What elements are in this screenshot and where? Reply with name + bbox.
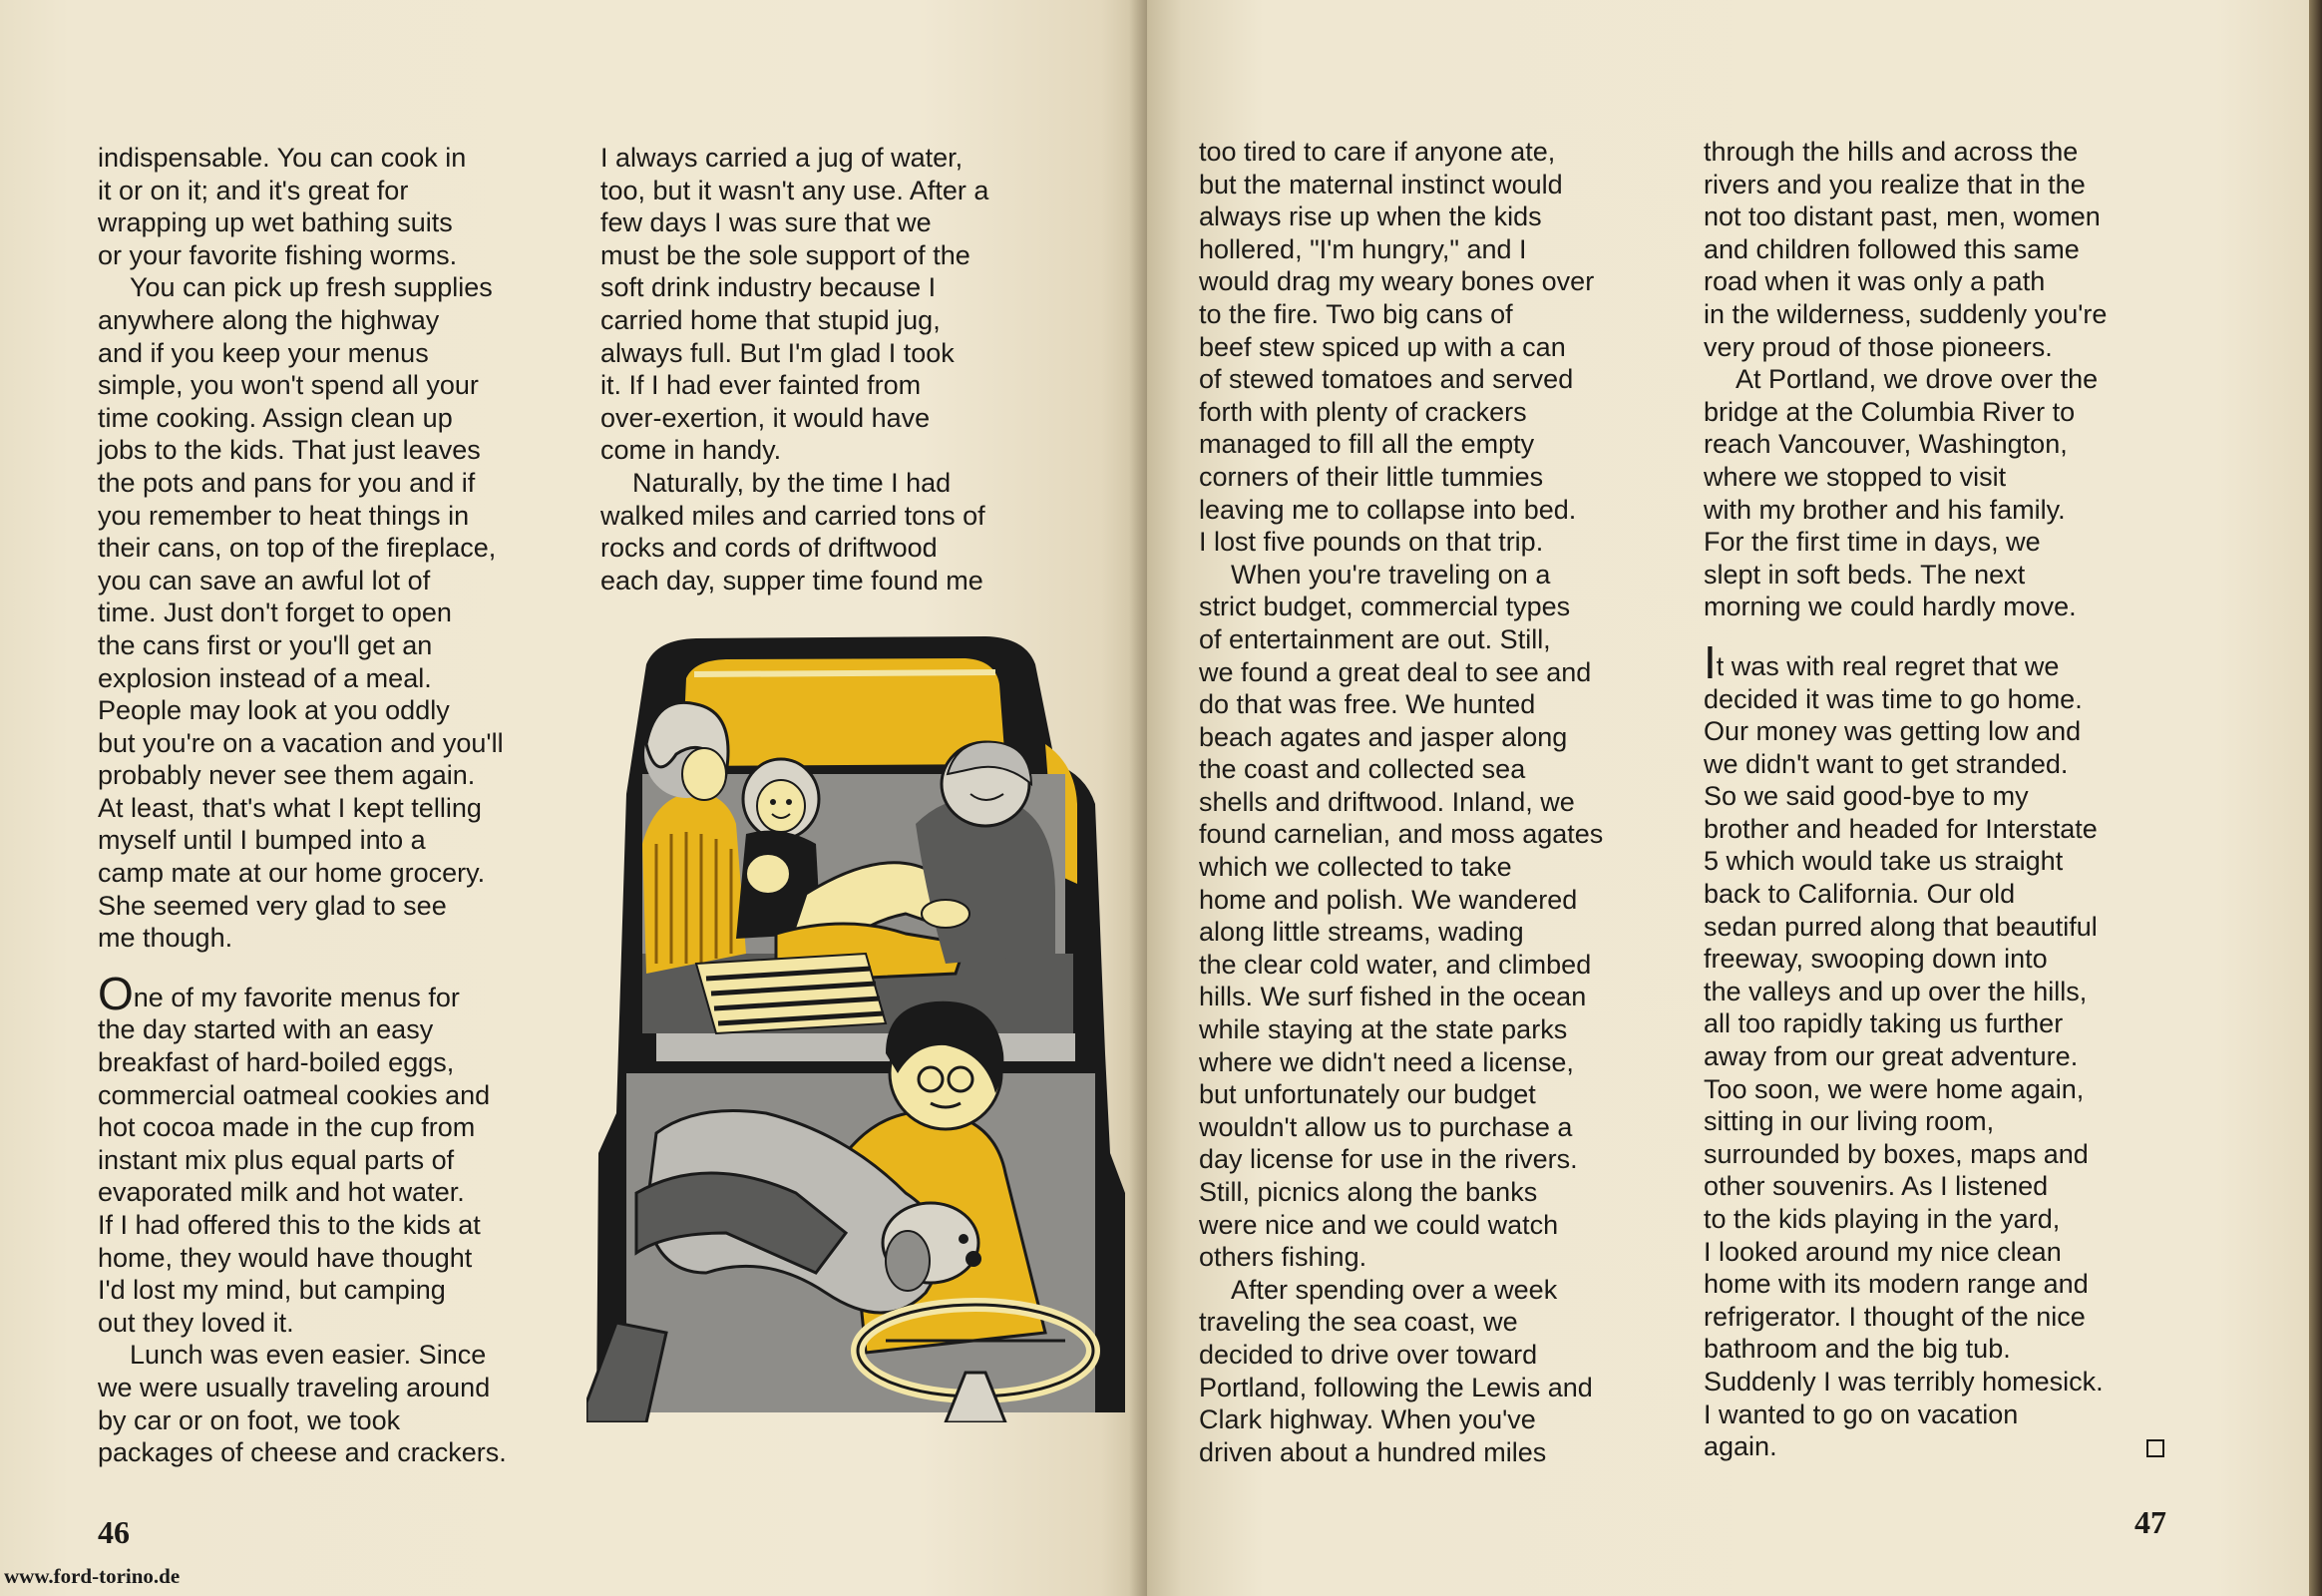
text-line: the cans first or you'll get an <box>98 629 433 660</box>
text-line: the coast and collected sea <box>1199 754 1526 785</box>
page-number-right: 47 <box>2134 1504 2166 1540</box>
text-line: of entertainment are out. Still, <box>1199 623 1551 654</box>
text-line: must be the sole support of the <box>600 239 970 270</box>
text-line: Too soon, we were home again, <box>1704 1073 2085 1104</box>
text-line: myself until I bumped into a <box>98 825 426 856</box>
paragraph <box>1199 136 1603 559</box>
text-span: ne of my favorite menus for <box>133 982 460 1012</box>
text-line <box>1704 635 2107 688</box>
text-line: found carnelian, and moss agates <box>1199 819 1604 850</box>
text-line: indispensable. You can cook in <box>98 143 467 173</box>
text-line: rivers and you realize that in the <box>1704 169 2086 200</box>
text-line: decided it was time to go home. <box>1704 683 2083 714</box>
text-line: At Portland, we drove over the <box>1736 364 2099 395</box>
text-line: too tired to care if anyone ate, <box>1199 137 1556 167</box>
text-line: hot cocoa made in the cup from <box>98 1112 476 1143</box>
text-line: explosion instead of a meal. <box>98 662 432 693</box>
text-line: day license for use in the rivers. <box>1199 1144 1578 1175</box>
text-line: while staying at the state parks <box>1199 1014 1568 1045</box>
text-line: managed to fill all the empty <box>1199 429 1535 460</box>
text-line: 5 which would take us straight <box>1704 846 2064 877</box>
text-line: Our money was getting low and <box>1704 716 2082 747</box>
drop-cap: I <box>1704 635 1717 688</box>
text-line: not too distant past, men, women <box>1704 201 2101 232</box>
text-line: I lost five pounds on that trip. <box>1199 527 1544 558</box>
paragraph <box>98 967 507 1340</box>
page-number-left: 46 <box>98 1514 130 1550</box>
paragraph <box>1704 635 2107 1463</box>
text-line: all too rapidly taking us further <box>1704 1008 2064 1039</box>
text-line: anywhere along the highway <box>98 304 440 335</box>
text-line: hollered, "I'm hungry," and I <box>1199 233 1527 264</box>
text-line: by car or on foot, we took <box>98 1404 401 1435</box>
text-line: their cans, on top of the fireplace, <box>98 533 497 564</box>
left-column-1 <box>98 142 507 1469</box>
text-line: hills. We surf fished in the ocean <box>1199 982 1587 1012</box>
paragraph <box>1199 559 1603 1274</box>
text-line: corners of their little tummies <box>1199 461 1544 492</box>
text-line: you remember to heat things in <box>98 500 470 531</box>
text-line: I looked around my nice clean <box>1704 1236 2062 1267</box>
text-line: again. <box>1704 1431 1777 1462</box>
drop-cap: O <box>98 967 134 1019</box>
text-line: wrapping up wet bathing suits <box>98 207 453 238</box>
text-line: to the fire. Two big cans of <box>1199 298 1513 329</box>
left-page <box>0 0 1147 1596</box>
text-line: time cooking. Assign clean up <box>98 402 453 433</box>
text-line: freeway, swooping down into <box>1704 944 2048 975</box>
text-line: evaporated milk and hot water. <box>98 1177 465 1208</box>
text-line: People may look at you oddly <box>98 695 450 726</box>
text-line: out they loved it. <box>98 1307 294 1338</box>
paragraph <box>600 467 988 597</box>
text-line: Naturally, by the time I had <box>632 467 952 498</box>
text-line: few days I was sure that we <box>600 207 932 238</box>
text-line: but you're on a vacation and you'll <box>98 727 504 758</box>
text-line: Suddenly I was terribly homesick. <box>1704 1366 2104 1396</box>
text-line: carried home that stupid jug, <box>600 304 941 335</box>
text-line: morning we could hardly move. <box>1704 592 2077 622</box>
text-line: Lunch was even easier. Since <box>130 1340 487 1371</box>
text-line: the pots and pans for you and if <box>98 467 476 498</box>
paragraph <box>1704 136 2107 363</box>
text-line: packages of cheese and crackers. <box>98 1437 507 1468</box>
text-line: others fishing. <box>1199 1242 1367 1273</box>
text-line: breakfast of hard-boiled eggs, <box>98 1047 455 1078</box>
text-line: Portland, following the Lewis and <box>1199 1372 1593 1402</box>
text-line: with my brother and his family. <box>1704 494 2066 525</box>
book-edge <box>2309 0 2322 1596</box>
text-line: very proud of those pioneers. <box>1704 331 2053 362</box>
text-line: to the kids playing in the yard, <box>1704 1204 2061 1234</box>
watermark-url: www.ford-torino.de <box>4 1564 181 1588</box>
text-line: and if you keep your menus <box>98 337 429 368</box>
text-line: it. If I had ever fainted from <box>600 370 922 401</box>
text-line: where we didn't need a license, <box>1199 1046 1574 1077</box>
text-line: soft drink industry because I <box>600 272 937 303</box>
text-line: slept in soft beds. The next <box>1704 559 2026 590</box>
text-line: walked miles and carried tons of <box>600 500 985 531</box>
text-line: it or on it; and it's great for <box>98 175 409 205</box>
text-line: where we stopped to visit <box>1704 461 2007 492</box>
text-line: bridge at the Columbia River to <box>1704 396 2076 427</box>
text-line: rocks and cords of driftwood <box>600 533 938 564</box>
text-line: of stewed tomatoes and served <box>1199 364 1574 395</box>
text-line: the day started with an easy <box>98 1014 434 1045</box>
text-line: You can pick up fresh supplies <box>130 272 493 303</box>
text-line: through the hills and across the <box>1704 137 2079 167</box>
paragraph <box>98 1339 507 1468</box>
text-line: you can save an awful lot of <box>98 565 431 596</box>
text-line: each day, supper time found me <box>600 565 983 596</box>
paragraph <box>600 142 988 467</box>
text-line: wouldn't allow us to purchase a <box>1199 1111 1573 1142</box>
end-of-article-mark <box>2146 1439 2164 1457</box>
text-line: I always carried a jug of water, <box>600 143 964 173</box>
text-line: leaving me to collapse into bed. <box>1199 494 1577 525</box>
text-line: we didn't want to get stranded. <box>1704 748 2069 779</box>
right-column-2 <box>1704 136 2107 1463</box>
text-line: For the first time in days, we <box>1704 527 2041 558</box>
text-line: home with its modern range and <box>1704 1269 2089 1300</box>
text-line: would drag my weary bones over <box>1199 266 1595 297</box>
text-line: I wanted to go on vacation <box>1704 1398 2019 1429</box>
text-line: back to California. Our old <box>1704 879 2016 910</box>
text-line: we were usually traveling around <box>98 1372 491 1402</box>
text-line: After spending over a week <box>1231 1274 1558 1305</box>
text-line: but unfortunately our budget <box>1199 1079 1536 1110</box>
text-line: simple, you won't spend all your <box>98 370 479 401</box>
text-line: strict budget, commercial types <box>1199 592 1571 622</box>
text-line: bathroom and the big tub. <box>1704 1334 2011 1365</box>
text-line: other souvenirs. As I listened <box>1704 1171 2049 1202</box>
text-line: She seemed very glad to see <box>98 890 447 921</box>
text-line: So we said good-bye to my <box>1704 781 2029 812</box>
text-line: home and polish. We wandered <box>1199 884 1578 915</box>
text-line: instant mix plus equal parts of <box>98 1144 455 1175</box>
text-line: and children followed this same <box>1704 233 2080 264</box>
text-line: When you're traveling on a <box>1231 559 1551 590</box>
text-line <box>98 967 507 1019</box>
paragraph <box>1704 363 2107 623</box>
text-line: brother and headed for Interstate <box>1704 813 2098 844</box>
text-line: or your favorite fishing worms. <box>98 239 458 270</box>
text-line: Clark highway. When you've <box>1199 1404 1536 1435</box>
right-column-1 <box>1199 136 1603 1468</box>
text-span: t was with real regret that we <box>1716 650 2060 681</box>
text-line: away from our great adventure. <box>1704 1041 2079 1072</box>
text-line: do that was free. We hunted <box>1199 689 1536 720</box>
text-line: road when it was only a path <box>1704 266 2046 297</box>
text-line: the clear cold water, and climbed <box>1199 949 1592 980</box>
text-line: reach Vancouver, Washington, <box>1704 429 2068 460</box>
text-line: camp mate at our home grocery. <box>98 858 486 889</box>
text-line: in the wilderness, suddenly you're <box>1704 298 2108 329</box>
paragraph <box>1199 1274 1603 1469</box>
text-line: refrigerator. I thought of the nice <box>1704 1301 2086 1332</box>
text-line: which we collected to take <box>1199 852 1512 883</box>
text-line: time. Just don't forget to open <box>98 598 452 628</box>
text-line: shells and driftwood. Inland, we <box>1199 786 1575 817</box>
text-line: decided to drive over toward <box>1199 1339 1538 1370</box>
text-line: home, they would have thought <box>98 1242 473 1273</box>
text-line: jobs to the kids. That just leaves <box>98 435 481 466</box>
text-line: sitting in our living room, <box>1704 1106 1995 1137</box>
text-line: over-exertion, it would have <box>600 402 931 433</box>
text-line: come in handy. <box>600 435 782 466</box>
text-line: always rise up when the kids <box>1199 201 1542 232</box>
text-line: If I had offered this to the kids at <box>98 1210 481 1240</box>
text-line: traveling the sea coast, we <box>1199 1307 1518 1338</box>
paragraph <box>98 271 507 954</box>
text-line: driven about a hundred miles <box>1199 1436 1547 1467</box>
text-line: Still, picnics along the banks <box>1199 1177 1538 1207</box>
text-line: At least, that's what I kept telling <box>98 792 482 823</box>
text-line: beef stew spiced up with a can <box>1199 331 1566 362</box>
text-line: along little streams, wading <box>1199 917 1524 948</box>
text-line: forth with plenty of crackers <box>1199 396 1527 427</box>
text-line: the valleys and up over the hills, <box>1704 976 2088 1006</box>
text-line: commercial oatmeal cookies and <box>98 1079 491 1110</box>
text-line: I'd lost my mind, but camping <box>98 1275 446 1306</box>
text-line: probably never see them again. <box>98 760 476 791</box>
text-line: always full. But I'm glad I took <box>600 337 955 368</box>
text-line: too, but it wasn't any use. After a <box>600 175 989 205</box>
text-line: sedan purred along that beautiful <box>1704 911 2098 942</box>
text-line: beach agates and jasper along <box>1199 721 1568 752</box>
text-line: but the maternal instinct would <box>1199 169 1563 200</box>
text-line: me though. <box>98 923 233 954</box>
text-line: surrounded by boxes, maps and <box>1704 1138 2089 1169</box>
text-line: we found a great deal to see and <box>1199 656 1592 687</box>
paragraph <box>98 142 507 271</box>
left-column-2 <box>600 142 988 597</box>
text-line: were nice and we could watch <box>1199 1209 1559 1240</box>
family-car-illustration <box>586 634 1127 1422</box>
